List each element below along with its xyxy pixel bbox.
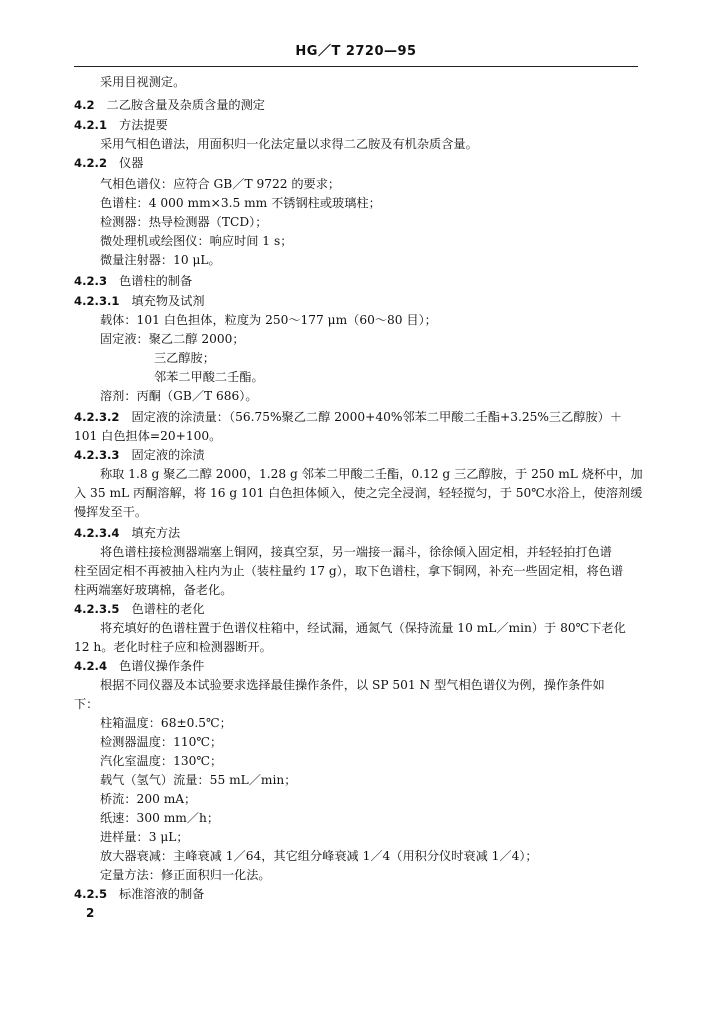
page-header xyxy=(74,40,638,67)
section-number: 4.2.4 xyxy=(74,659,108,673)
text-line: 微处理机或绘图仪：响应时间 1 s； xyxy=(100,234,293,248)
section-heading xyxy=(74,601,205,617)
section-title: 标准溶液的制备 xyxy=(119,887,205,901)
text-line: 将色谱柱接检测器端塞上铜网，接真空泵，另一端接一漏斗，徐徐倾入固定相，并轻轻拍打色谱 xyxy=(100,545,612,559)
section-title: 固定液的涂渍 xyxy=(131,448,205,462)
text-line: 慢挥发至干。 xyxy=(74,505,148,519)
text-line: 101 白色担体=20+100。 xyxy=(74,429,222,443)
text-line: 检测器温度：110℃； xyxy=(100,735,223,749)
text-line: 下： xyxy=(74,697,99,711)
text-line: 采用气相色谱法，用面积归一化法定量以求得二乙胺及有机杂质含量。 xyxy=(100,137,478,151)
text-line: 入 35 mL 丙酮溶解，将 16 g 101 白色担体倾入，使之完全浸润，轻轻搅匀，于 50℃水浴上，使溶剂缓 xyxy=(74,486,643,500)
section-title: 色谱柱的老化 xyxy=(131,602,205,616)
text-line: 根据不同仪器及本试验要求选择最佳操作条件，以 SP 501 N 型气相色谱仪为例，操作条件如 xyxy=(100,678,605,692)
section-heading xyxy=(74,886,204,902)
text-line: 气相色谱仪：应符合 GB／T 9722 的要求； xyxy=(100,177,341,191)
text-line: 称取 1.8 g 聚乙二醇 2000，1.28 g 邻苯二甲酸二壬酯，0.12 g 三乙醇胺，于 250 mL 烧杯中，加 xyxy=(100,467,643,481)
section-heading xyxy=(74,155,143,171)
section-heading xyxy=(74,525,180,541)
section-number: 4.2.3.3 xyxy=(74,448,120,462)
section-heading xyxy=(74,293,205,309)
section-heading xyxy=(74,117,168,133)
section-heading xyxy=(74,273,192,289)
text-line: 柱至固定相不再被抽入柱内为止（装柱量约 17 g），取下色谱柱，拿下铜网，补充一些固定相，将色谱 xyxy=(74,564,624,578)
text-line: 定量方法：修正面积归一化法。 xyxy=(100,868,271,882)
text-line: 检测器：热导检测器（TCD）； xyxy=(100,215,268,229)
section-title: 二乙胺含量及杂质含量的测定 xyxy=(106,98,265,112)
section-number: 4.2.2 xyxy=(74,156,108,170)
section-text: 固定液的涂渍量：（56.75%聚乙二醇 2000+40%邻苯二甲酸二壬酯+3.25%三乙醇胺）＋ xyxy=(131,410,623,424)
text-line: 载体：101 白色担体，粒度为 250～177 μm（60～80 目）； xyxy=(100,313,437,327)
section-number: 4.2 xyxy=(74,98,95,112)
text-line: 三乙醇胺； xyxy=(154,351,215,365)
section-title: 色谱仪操作条件 xyxy=(119,659,205,673)
text-line: 12 h。老化时柱子应和检测器断开。 xyxy=(74,640,272,654)
section-title: 方法提要 xyxy=(119,118,168,132)
text-line: 进样量：3 μL； xyxy=(100,830,189,844)
section-title: 填充方法 xyxy=(131,526,181,540)
section-heading xyxy=(74,658,204,674)
section-number: 4.2.3.4 xyxy=(74,526,120,540)
section-title: 色谱柱的制备 xyxy=(119,274,193,288)
text-line: 柱两端塞好玻璃棉，备老化。 xyxy=(74,583,233,597)
text-line: 放大器衰减：主峰衰减 1／64，其它组分峰衰减 1／4（用积分仪时衰减 1／4）； xyxy=(100,849,538,863)
section-number: 4.2.3 xyxy=(74,274,108,288)
text-line: 固定液：聚乙二醇 2000； xyxy=(100,332,245,346)
section-title: 仪器 xyxy=(119,156,144,170)
section-heading xyxy=(74,447,205,463)
text-line: 溶剂：丙酮（GB／T 686）。 xyxy=(100,389,258,403)
section-heading xyxy=(74,97,265,113)
section-number: 4.2.3.1 xyxy=(74,294,120,308)
text-line: 色谱柱：4 000 mm×3.5 mm 不锈钢柱或玻璃柱； xyxy=(100,196,381,210)
section-number: 4.2.1 xyxy=(74,118,108,132)
text-line: 采用目视测定。 xyxy=(100,75,186,89)
text-line: 桥流：200 mA； xyxy=(100,792,197,806)
section-title: 填充物及试剂 xyxy=(131,294,205,308)
text-line: 将充填好的色谱柱置于色谱仪柱箱中，经试漏，通氮气（保持流量 10 mL／min）于 80℃下老化 xyxy=(100,621,626,635)
text-line: 纸速：300 mm／h； xyxy=(100,811,220,825)
section-number: 4.2.3.2 xyxy=(74,410,120,424)
text-line: 柱箱温度：68±0.5℃； xyxy=(100,716,232,730)
text-line: 微量注射器：10 μL。 xyxy=(100,253,221,267)
standard-code: HG／T 2720—95 xyxy=(295,44,417,59)
text-line: 汽化室温度：130℃； xyxy=(100,754,223,768)
text-line: 载气（氢气）流量：55 mL／min； xyxy=(100,773,297,787)
section-heading xyxy=(74,409,622,425)
page-number: 2 xyxy=(86,906,95,920)
section-number: 4.2.3.5 xyxy=(74,602,120,616)
section-number: 4.2.5 xyxy=(74,887,108,901)
text-line: 邻苯二甲酸二壬酯。 xyxy=(154,370,264,384)
